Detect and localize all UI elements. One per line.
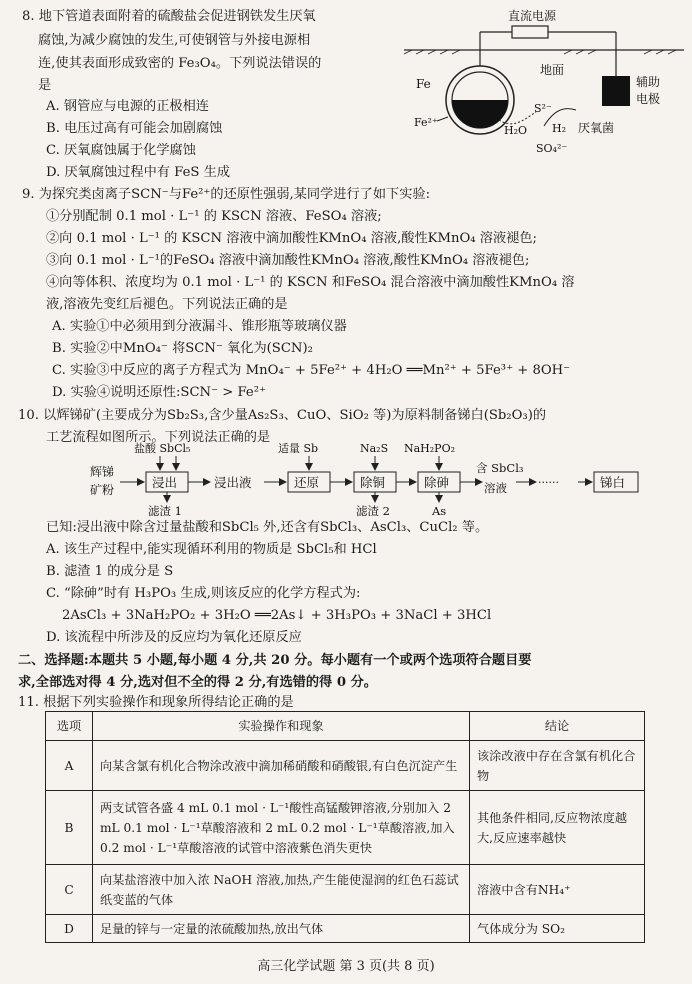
step-remove-cu: 除铜 bbox=[360, 475, 386, 490]
row-option: A bbox=[46, 741, 93, 791]
q11-stem: 11. 根据下列实验操作和现象所得结论正确的是 bbox=[18, 695, 294, 710]
table-row bbox=[46, 915, 645, 943]
table-row bbox=[46, 865, 645, 915]
step-remove-as: 除砷 bbox=[424, 475, 450, 490]
header-conclusion: 结论 bbox=[470, 712, 645, 741]
q9-step-4: ④向等体积、浓度均为 0.1 mol · L⁻¹ 的 KSCN 和FeSO₄ 混合溶液中滴加酸性KMnO₄ 溶 bbox=[46, 275, 575, 290]
corrosion-diagram bbox=[404, 8, 684, 158]
q8-option-d: D. 厌氧腐蚀过程中有 FeS 生成 bbox=[46, 165, 231, 180]
product-sb2o3: 锑白 bbox=[600, 475, 626, 490]
s2-label: S²⁻ bbox=[534, 102, 552, 115]
reagent-sb: 适量 Sb bbox=[278, 442, 319, 455]
ground-label: 地面 bbox=[540, 63, 565, 77]
q9-option-b: B. 实验②中MnO₄⁻ 将SCN⁻ 氧化为(SCN)₂ bbox=[52, 341, 313, 356]
row-option: D bbox=[46, 915, 93, 943]
raw-material-1: 辉锑 bbox=[90, 465, 115, 479]
q10-option-d: D. 该流程中所涉及的反应均为氧化还原反应 bbox=[46, 630, 302, 645]
q8-line-1: 8. 地下管道表面附着的硫酸盐会促进钢铁发生厌氧 bbox=[22, 9, 316, 24]
q8-option-a: A. 钢管应与电源的正极相连 bbox=[46, 99, 209, 114]
q9-step-2: ②向 0.1 mol · L⁻¹ 的 KSCN 溶液中滴加酸性KMnO₄ 溶液,酸性KMnO₄ 溶液褪色; bbox=[46, 231, 537, 246]
fe2-label: Fe²⁺ bbox=[414, 116, 438, 129]
leachate: 浸出液 bbox=[214, 475, 252, 490]
q10-stem-1: 10. 以辉锑矿(主要成分为Sb₂S₃,含少量As₂S₃、CuO、SiO₂ 等)为原料制备锑白(Sb₂O₃)的 bbox=[18, 408, 547, 423]
mid-solution-2: 溶液 bbox=[484, 481, 507, 495]
q9-option-c: C. 实验③中反应的离子方程式为 MnO₄⁻ + 5Fe²⁺ + 4H₂O ══Mn²⁺ + 5Fe³⁺ + 8OH⁻ bbox=[52, 363, 571, 378]
row-operation: 向某盐溶液中加入浓 NaOH 溶液,加热,产生能使湿润的红色石蕊试纸变蓝的气体 bbox=[93, 865, 470, 915]
row-conclusion: 其他条件相同,反应物浓度越大,反应速率越快 bbox=[470, 791, 645, 865]
table-header-row bbox=[46, 712, 645, 741]
row-conclusion: 气体成分为 SO₂ bbox=[470, 915, 645, 943]
aux-label-1: 辅助 bbox=[636, 75, 661, 89]
q9-step-3: ③向 0.1 mol · L⁻¹的FeSO₄ 溶液中滴加酸性KMnO₄ 溶液,酸性KMnO₄ 溶液褪色; bbox=[46, 253, 530, 268]
row-option: C bbox=[46, 865, 93, 915]
h2-label: H₂ bbox=[552, 122, 567, 135]
mid-solution-1: 含 SbCl₃ bbox=[476, 461, 524, 475]
experiment-table bbox=[45, 711, 645, 943]
row-option: B bbox=[46, 791, 93, 865]
reagent-na2s: Na₂S bbox=[360, 442, 389, 455]
q9-step-1: ①分别配制 0.1 mol · L⁻¹ 的 KSCN 溶液、FeSO₄ 溶液; bbox=[46, 209, 382, 224]
q8-option-b: B. 电压过高有可能会加剧腐蚀 bbox=[46, 121, 223, 136]
row-conclusion: 该涂改液中存在含氯有机化合物 bbox=[470, 741, 645, 791]
process-flow bbox=[90, 438, 650, 518]
row-operation: 两支试管各盛 4 mL 0.1 mol · L⁻¹酸性高锰酸钾溶液,分别加入 2 mL 0.1 mol · L⁻¹草酸溶液和 2 mL 0.2 mol · L⁻¹草酸溶液,加入 0.2 mol · L⁻¹草酸溶液的试管中溶液紫色消失更快 bbox=[93, 791, 470, 865]
header-option: 选项 bbox=[46, 712, 93, 741]
header-operation: 实验操作和现象 bbox=[93, 712, 470, 741]
residue-2: 滤渣 2 bbox=[356, 504, 390, 518]
fe-label: Fe bbox=[416, 77, 431, 91]
q10-option-a: A. 该生产过程中,能实现循环利用的物质是 SbCl₅和 HCl bbox=[46, 542, 377, 557]
q8-line-2: 腐蚀,为减少腐蚀的发生,可使钢管与外接电源相 bbox=[38, 33, 311, 48]
q10-known: 已知:浸出液中除含过量盐酸和SbCl₅ 外,还含有SbCl₃、AsCl₃、CuCl₂ 等。 bbox=[46, 520, 489, 535]
q8-option-c: C. 厌氧腐蚀属于化学腐蚀 bbox=[46, 143, 196, 158]
reagent-hcl-sbcl5: 盐酸 SbCl₅ bbox=[134, 442, 191, 455]
q10-stem-2: 工艺流程如图所示。下列说法正确的是 bbox=[46, 430, 271, 445]
so4-label: SO₄²⁻ bbox=[536, 142, 568, 155]
q9-option-d: D. 实验④说明还原性:SCN⁻ > Fe²⁺ bbox=[52, 385, 266, 400]
aux-label-2: 电极 bbox=[636, 92, 661, 106]
power-label: 直流电源 bbox=[508, 9, 557, 23]
flow-dots: ······ bbox=[538, 476, 559, 489]
q8-line-4: 是 bbox=[38, 78, 52, 93]
q10-option-b: B. 滤渣 1 的成分是 S bbox=[46, 564, 174, 579]
q9-step-4-cont: 液,溶液先变红后褪色。下列说法正确的是 bbox=[46, 297, 288, 312]
q9-stem: 9. 为探究类卤离子SCN⁻与Fe²⁺的还原性强弱,某同学进行了如下实验: bbox=[22, 187, 431, 202]
section-2-header-1: 二、选择题:本题共 5 小题,每小题 4 分,共 20 分。每小题有一个或两个选项符合题目要 bbox=[18, 653, 532, 668]
reagent-nah2po2: NaH₂PO₂ bbox=[404, 442, 456, 455]
table-row bbox=[46, 791, 645, 865]
step-reduce: 还原 bbox=[294, 475, 320, 490]
step-leach: 浸出 bbox=[152, 475, 178, 490]
q8-line-3: 连,使其表面形成致密的 Fe₃O₄。下列说法错误的 bbox=[38, 56, 322, 71]
q9-option-a: A. 实验①中必须用到分液漏斗、锥形瓶等玻璃仪器 bbox=[52, 319, 347, 334]
q10-option-c: C. “除砷”时有 H₃PO₃ 生成,则该反应的化学方程式为: bbox=[46, 586, 361, 601]
section-2-header-2: 求,全部选对得 4 分,选对但不全的得 2 分,有选错的得 0 分。 bbox=[18, 675, 377, 690]
raw-material-2: 矿粉 bbox=[90, 483, 115, 497]
q10-equation: 2AsCl₃ + 3NaH₂PO₂ + 3H₂O ══2As↓ + 3H₃PO₃ + 3NaCl + 3HCl bbox=[62, 608, 492, 623]
bacteria-label: 厌氧菌 bbox=[578, 121, 615, 135]
row-operation: 足量的锌与一定量的浓硫酸加热,放出气体 bbox=[93, 915, 470, 943]
table-row bbox=[46, 741, 645, 791]
row-conclusion: 溶液中含有NH₄⁺ bbox=[470, 865, 645, 915]
residue-1: 滤渣 1 bbox=[148, 504, 182, 518]
page-footer: 高三化学试题 第 3 页(共 8 页) bbox=[257, 959, 435, 974]
h2o-label: H₂O bbox=[504, 124, 528, 137]
arsenic: As bbox=[432, 504, 447, 518]
row-operation: 向某含氯有机化合物涂改液中滴加稀硝酸和硝酸银,有白色沉淀产生 bbox=[93, 741, 470, 791]
